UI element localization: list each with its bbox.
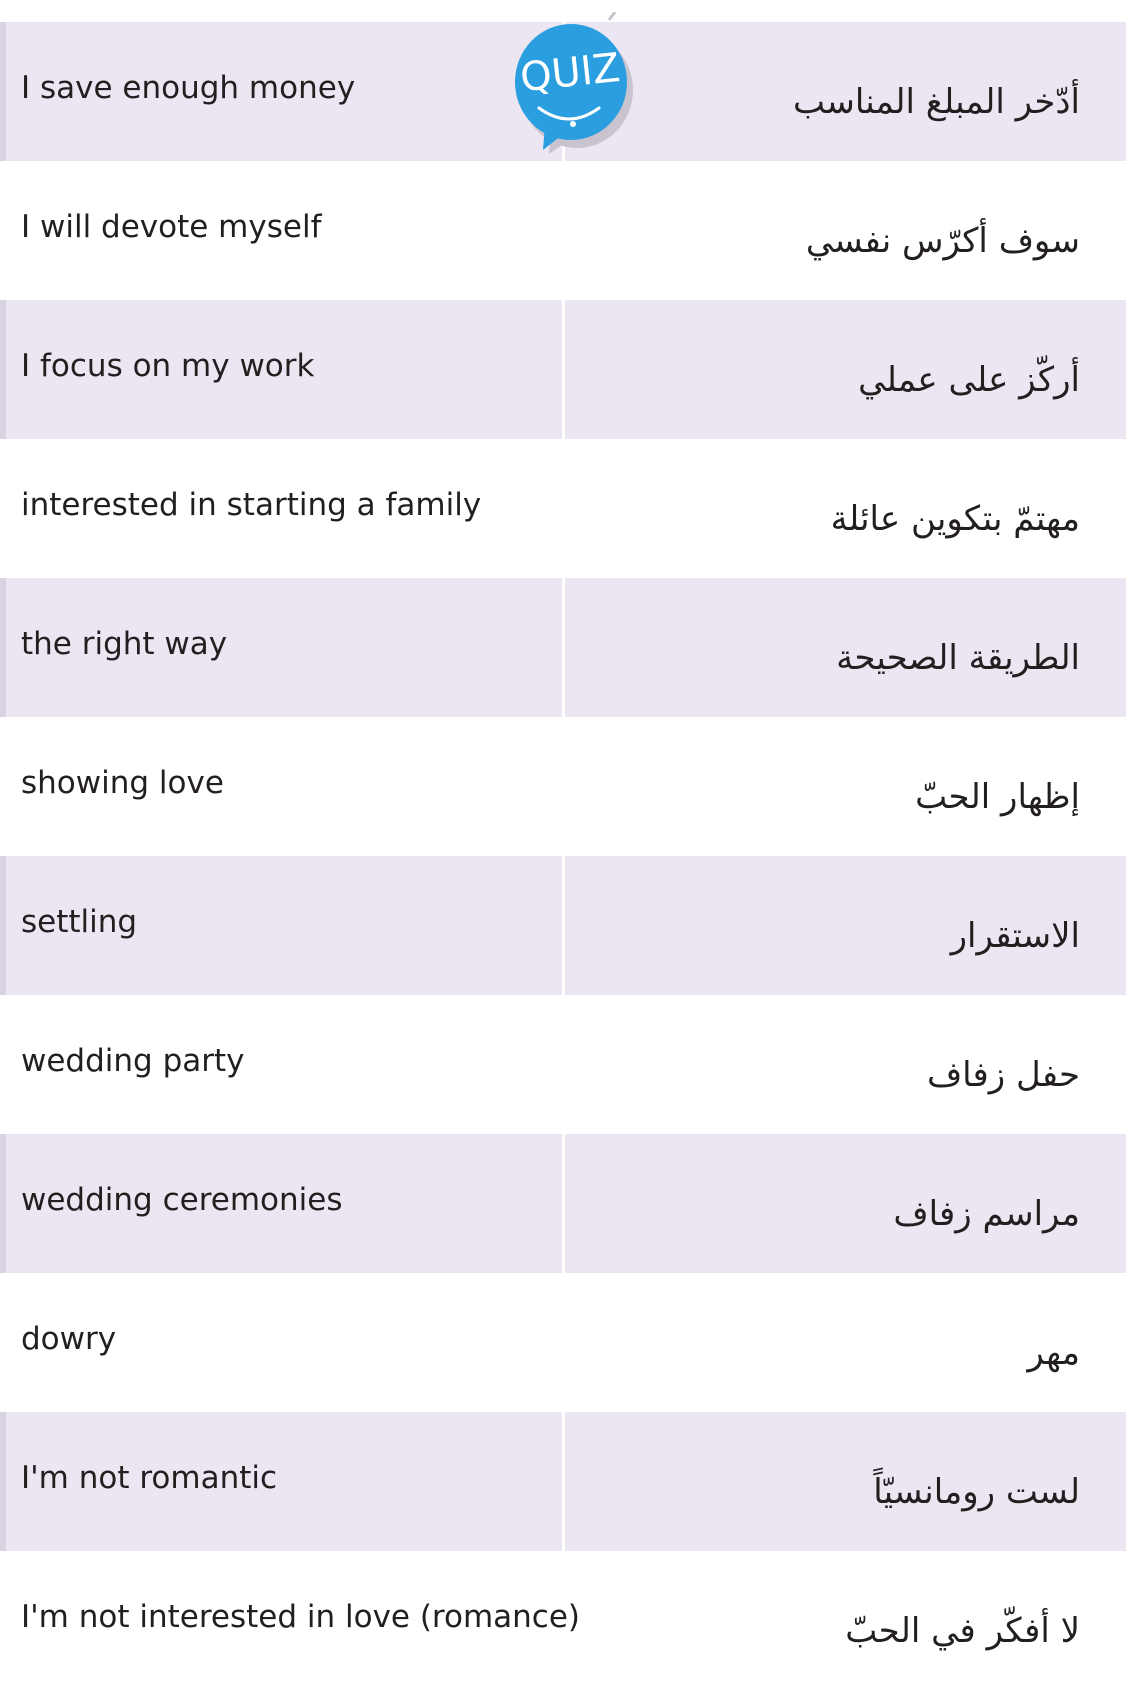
english-cell: [6, 995, 562, 1134]
english-phrase: I'm not romantic: [21, 1460, 278, 1496]
english-phrase: I save enough money: [21, 70, 356, 106]
vocab-row: [0, 161, 1126, 300]
vocab-row: [0, 578, 1126, 717]
english-cell: [6, 300, 562, 439]
arabic-cell: [565, 856, 1126, 995]
vocab-row: [0, 856, 1126, 995]
english-cell: [6, 1551, 581, 1690]
vocab-row: [0, 1273, 1126, 1412]
arabic-cell: [565, 161, 1126, 300]
english-cell: [6, 856, 562, 995]
vocab-row: [0, 439, 1126, 578]
english-cell: [6, 1412, 562, 1551]
arabic-phrase: لا أفكّر في الحبّ: [845, 1611, 1080, 1651]
english-phrase: I'm not interested in love (romance): [21, 1599, 581, 1635]
vocab-row: [0, 1412, 1126, 1551]
vocab-row: [0, 717, 1126, 856]
vocab-row: [0, 1551, 1126, 1690]
quiz-badge[interactable]: [511, 12, 635, 158]
english-cell: [6, 1134, 562, 1273]
vocab-row: [0, 300, 1126, 439]
arabic-phrase: أركّز على عملي: [858, 360, 1080, 400]
english-phrase: settling: [21, 904, 138, 940]
english-phrase: I focus on my work: [21, 348, 315, 384]
arabic-phrase: الاستقرار: [950, 916, 1080, 956]
arabic-cell: [565, 995, 1126, 1134]
arabic-cell: [565, 1551, 1126, 1690]
arabic-cell: [565, 439, 1126, 578]
arabic-phrase: مراسم زفاف: [893, 1194, 1080, 1234]
english-phrase: interested in starting a family: [21, 487, 482, 523]
english-phrase: showing love: [21, 765, 224, 801]
arabic-phrase: سوف أكرّس نفسي: [805, 221, 1080, 261]
english-cell: [6, 1273, 562, 1412]
english-phrase: wedding ceremonies: [21, 1182, 343, 1218]
arabic-cell: [565, 578, 1126, 717]
english-cell: [6, 578, 562, 717]
english-phrase: dowry: [21, 1321, 117, 1357]
arabic-cell: [565, 300, 1126, 439]
quiz-label: QUIZ: [517, 44, 623, 102]
arabic-phrase: حفل زفاف: [926, 1055, 1080, 1095]
english-phrase: the right way: [21, 626, 228, 662]
vocab-row: [0, 995, 1126, 1134]
arabic-cell: [565, 1412, 1126, 1551]
speech-bubble-icon: [511, 12, 635, 158]
arabic-phrase: أدّخر المبلغ المناسب: [792, 82, 1080, 122]
arabic-phrase: مهتمّ بتكوين عائلة: [830, 499, 1080, 539]
english-cell: [6, 439, 562, 578]
arabic-cell: [565, 1273, 1126, 1412]
arabic-phrase: إظهار الحبّ: [915, 777, 1080, 817]
arabic-phrase: مهر: [1027, 1333, 1080, 1373]
english-phrase: I will devote myself: [21, 209, 322, 245]
arabic-cell: [565, 717, 1126, 856]
arabic-phrase: الطريقة الصحيحة: [836, 638, 1080, 678]
english-phrase: wedding party: [21, 1043, 245, 1079]
arabic-phrase: لست رومانسيّاً: [873, 1472, 1080, 1512]
arabic-cell: [565, 22, 1126, 161]
english-cell: [6, 161, 562, 300]
arabic-cell: [565, 1134, 1126, 1273]
vocab-row: [0, 1134, 1126, 1273]
english-cell: [6, 22, 562, 161]
english-cell: [6, 717, 562, 856]
vocabulary-table: [0, 22, 1126, 1690]
